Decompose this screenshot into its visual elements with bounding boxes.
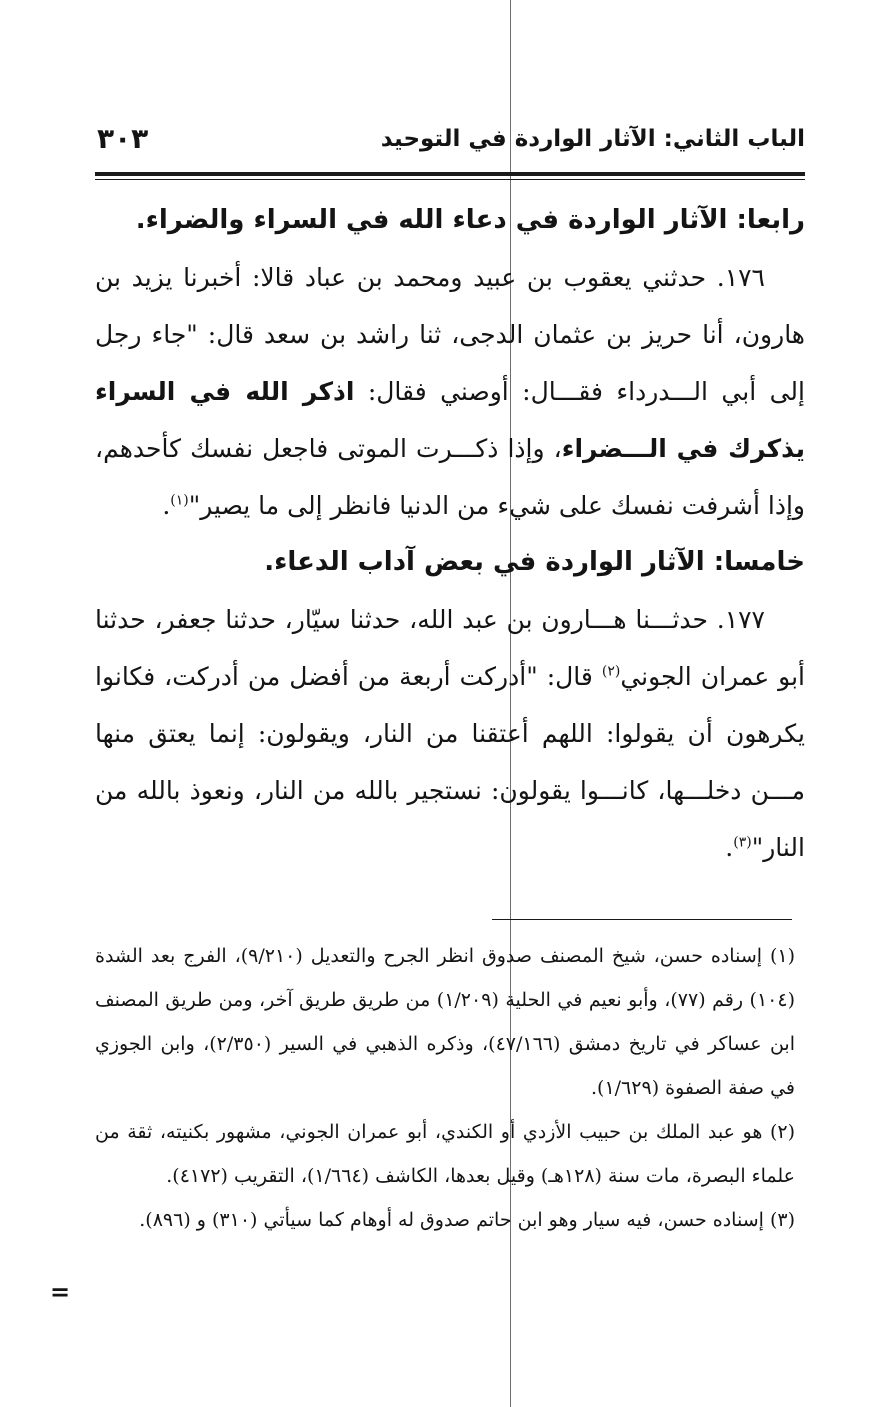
- narration-176-quote: اذكر الله في السراء يذكرك في الـــضراء: [95, 377, 806, 463]
- narration-177-text-a: ١٧٧. حدثـــنا هـــارون بن عبد الله، حدثنا سيّار، حدثنا جعفر، حدثنا أبو عمران الجوني: [95, 605, 805, 691]
- footnote-2: (٢) هو عبد الملك بن حبيب الأزدي أو الكندي، أبو عمران الجوني، مشهور بكنيته، ثقة من علماء البصرة، مات سنة (١٢٨هـ) وقيل بعدها، الكاشف (١/٦٦٤)، التقريب (٤١٧٢).: [95, 1121, 795, 1187]
- page-number: ٣٠٣: [97, 122, 149, 155]
- footnote-ref-2[interactable]: (٢): [601, 663, 621, 680]
- narration-176-text-b: ، وإذا ذكـــرت الموتى فاجعل نفسك كأحدهم، وإذا أشرفت نفسك على شيء من الدنيا فانظر إلى ما يصير": [95, 434, 805, 520]
- section-heading-5: خامسا: الآثار الواردة في بعض آداب الدعاء.: [264, 547, 805, 577]
- header-rule-thin: [95, 179, 805, 180]
- header-rule-thick: [95, 172, 805, 176]
- section-heading-4: رابعا: الآثار الواردة في دعاء الله في السراء والضراء.: [135, 205, 805, 235]
- footnote-separator: [492, 919, 792, 920]
- narration-176-end: .: [162, 491, 171, 520]
- main-text: [95, 192, 805, 876]
- footnote-1: (١) إسناده حسن، شيخ المصنف صدوق انظر الجرح والتعديل (٩/٢١٠)، الفرج بعد الشدة (١٠٤) رقم (٧٧)، وأبو نعيم في الحلية (١/٢٠٩) من طريق طريق آخر، ومن طريق المصنف ابن عساكر في تاريخ دمشق (٤٧/١٦٦)، وذكره الذهبي في السير (٢/٣٥٠)، وابن الجوزي في صفة الصفوة (١/٦٢٩).: [95, 945, 795, 1099]
- narration-177-text-b: قال: "أدركت أربعة من أفضل من أدركت، فكانوا يكرهون أن يقولوا: اللهم أعتقنا من النار، ويقولون: إنما يعتق منها مـــن دخلـــها، كانـــوا يقولون: نستجير بالله من النار، ونعوذ بالله من النار": [95, 662, 805, 862]
- narration-176: [95, 249, 805, 534]
- narration-176-text-a: ١٧٦. حدثني يعقوب بن عبيد ومحمد بن عباد قالا: أخبرنا يزيد بن هارون، أنا حريز بن عثمان الدجى، ثنا راشد بن سعد قال: "جاء رجل إلى أبي الـــدرداء فقـــال: أوصني فقال:: [95, 263, 805, 406]
- narration-177: [95, 591, 805, 876]
- running-head: الباب الثاني: الآثار الواردة في التوحيد: [380, 126, 805, 152]
- continuation-mark: =: [50, 1278, 71, 1306]
- page-header: [95, 118, 805, 170]
- footnote-ref-1[interactable]: (١): [170, 492, 189, 509]
- footnotes: [95, 934, 795, 1242]
- narration-177-end: .: [725, 833, 734, 862]
- footnote-ref-3[interactable]: (٣): [733, 834, 752, 851]
- footnote-3: (٣) إسناده حسن، فيه سيار وهو ابن حاتم صدوق له أوهام كما سيأتي (٣١٠) و (٨٩٦).: [139, 1209, 795, 1231]
